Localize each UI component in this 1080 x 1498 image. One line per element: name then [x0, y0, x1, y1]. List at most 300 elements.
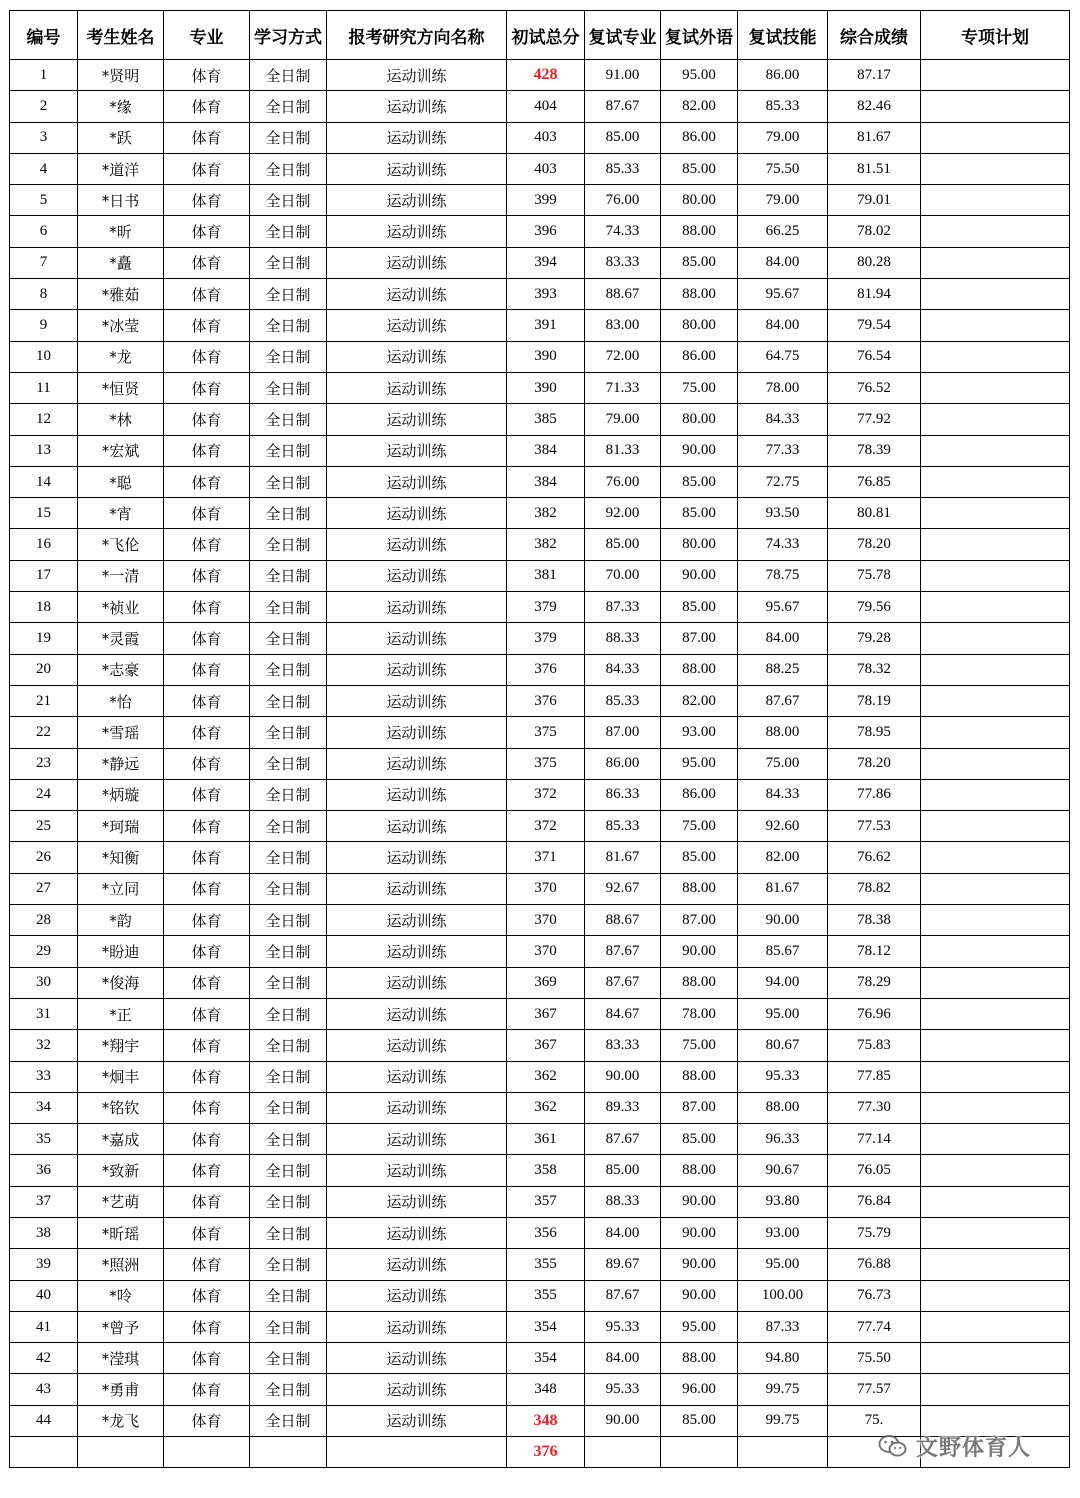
index-cell: 25 [10, 811, 78, 842]
study-mode-cell: 全日制 [250, 1030, 327, 1061]
name-cell: *俊海 [78, 967, 164, 998]
initial-total-cell: 358 [507, 1155, 585, 1186]
retest-skill-cell: 80.67 [738, 1030, 828, 1061]
major-cell: 体育 [164, 122, 250, 153]
major-cell: 体育 [164, 1217, 250, 1248]
direction-cell: 运动训练 [327, 153, 507, 184]
retest-language-cell: 90.00 [661, 1249, 738, 1280]
initial-total-cell: 390 [507, 372, 585, 403]
table-row [10, 404, 1070, 435]
table-row [10, 654, 1070, 685]
initial-total-cell: 375 [507, 717, 585, 748]
direction-cell: 运动训练 [327, 1217, 507, 1248]
initial-total-cell: 399 [507, 185, 585, 216]
overall-cell: 79.28 [828, 623, 921, 654]
retest-language-cell: 78.00 [661, 998, 738, 1029]
name-cell: *盼迪 [78, 936, 164, 967]
index-cell: 13 [10, 435, 78, 466]
initial-total-cell: 403 [507, 153, 585, 184]
retest-language-cell: 88.00 [661, 654, 738, 685]
retest-major-cell: 86.00 [585, 748, 661, 779]
retest-skill-cell: 94.80 [738, 1343, 828, 1374]
special-plan-cell [921, 529, 1070, 560]
overall-cell: 78.02 [828, 216, 921, 247]
table-row [10, 1311, 1070, 1342]
summary-cell [78, 1437, 164, 1468]
special-plan-cell [921, 91, 1070, 122]
retest-major-cell: 83.00 [585, 310, 661, 341]
direction-cell: 运动训练 [327, 842, 507, 873]
special-plan-cell [921, 404, 1070, 435]
table-row [10, 842, 1070, 873]
summary-cell [327, 1437, 507, 1468]
direction-cell: 运动训练 [327, 1092, 507, 1123]
retest-skill-cell: 93.50 [738, 498, 828, 529]
overall-cell: 77.74 [828, 1311, 921, 1342]
initial-total-cell: 390 [507, 341, 585, 372]
retest-major-cell: 88.67 [585, 905, 661, 936]
retest-language-cell: 93.00 [661, 717, 738, 748]
name-cell: *一清 [78, 560, 164, 591]
index-cell: 40 [10, 1280, 78, 1311]
index-cell: 1 [10, 60, 78, 91]
index-cell: 7 [10, 247, 78, 278]
header-retest-major: 复试专业 [585, 11, 661, 60]
name-cell: *勇甫 [78, 1374, 164, 1405]
overall-cell: 75.83 [828, 1030, 921, 1061]
major-cell: 体育 [164, 654, 250, 685]
direction-cell: 运动训练 [327, 247, 507, 278]
table-row [10, 247, 1070, 278]
major-cell: 体育 [164, 372, 250, 403]
major-cell: 体育 [164, 247, 250, 278]
retest-language-cell: 90.00 [661, 560, 738, 591]
table-row [10, 1061, 1070, 1092]
retest-language-cell: 82.00 [661, 91, 738, 122]
table-row [10, 967, 1070, 998]
major-cell: 体育 [164, 560, 250, 591]
index-cell: 5 [10, 185, 78, 216]
index-cell: 23 [10, 748, 78, 779]
retest-language-cell: 90.00 [661, 1186, 738, 1217]
retest-major-cell: 95.33 [585, 1374, 661, 1405]
name-cell: *怡 [78, 685, 164, 716]
special-plan-cell [921, 905, 1070, 936]
name-cell: *矗 [78, 247, 164, 278]
special-plan-cell [921, 1311, 1070, 1342]
special-plan-cell [921, 936, 1070, 967]
overall-cell: 79.54 [828, 310, 921, 341]
overall-cell: 77.14 [828, 1124, 921, 1155]
initial-total-cell: 361 [507, 1124, 585, 1155]
special-plan-cell [921, 1061, 1070, 1092]
index-cell: 17 [10, 560, 78, 591]
study-mode-cell: 全日制 [250, 1061, 327, 1092]
table-row [10, 905, 1070, 936]
table-row [10, 341, 1070, 372]
header-retest-language: 复试外语 [661, 11, 738, 60]
major-cell: 体育 [164, 717, 250, 748]
retest-skill-cell: 81.67 [738, 873, 828, 904]
overall-cell: 75.50 [828, 1343, 921, 1374]
study-mode-cell: 全日制 [250, 1280, 327, 1311]
direction-cell: 运动训练 [327, 1186, 507, 1217]
special-plan-cell [921, 1124, 1070, 1155]
overall-cell: 79.56 [828, 592, 921, 623]
retest-language-cell: 80.00 [661, 185, 738, 216]
summary-cell [250, 1437, 327, 1468]
major-cell: 体育 [164, 404, 250, 435]
retest-language-cell: 95.00 [661, 1311, 738, 1342]
major-cell: 体育 [164, 1030, 250, 1061]
major-cell: 体育 [164, 998, 250, 1029]
study-mode-cell: 全日制 [250, 873, 327, 904]
retest-language-cell: 85.00 [661, 1405, 738, 1436]
retest-skill-cell: 84.00 [738, 623, 828, 654]
direction-cell: 运动训练 [327, 998, 507, 1029]
retest-language-cell: 90.00 [661, 435, 738, 466]
special-plan-cell [921, 122, 1070, 153]
retest-major-cell: 76.00 [585, 466, 661, 497]
retest-language-cell: 85.00 [661, 592, 738, 623]
overall-cell: 76.88 [828, 1249, 921, 1280]
special-plan-cell [921, 341, 1070, 372]
overall-cell: 77.92 [828, 404, 921, 435]
name-cell: *致新 [78, 1155, 164, 1186]
major-cell: 体育 [164, 623, 250, 654]
direction-cell: 运动训练 [327, 310, 507, 341]
direction-cell: 运动训练 [327, 1155, 507, 1186]
direction-cell: 运动训练 [327, 185, 507, 216]
retest-major-cell: 88.67 [585, 279, 661, 310]
initial-total-cell: 362 [507, 1092, 585, 1123]
study-mode-cell: 全日制 [250, 153, 327, 184]
study-mode-cell: 全日制 [250, 936, 327, 967]
special-plan-cell [921, 216, 1070, 247]
study-mode-cell: 全日制 [250, 498, 327, 529]
name-cell: *缘 [78, 91, 164, 122]
major-cell: 体育 [164, 1061, 250, 1092]
direction-cell: 运动训练 [327, 811, 507, 842]
major-cell: 体育 [164, 435, 250, 466]
name-cell: *照洲 [78, 1249, 164, 1280]
name-cell: *炯丰 [78, 1061, 164, 1092]
major-cell: 体育 [164, 1405, 250, 1436]
initial-total-cell: 394 [507, 247, 585, 278]
special-plan-cell [921, 748, 1070, 779]
initial-total-cell: 393 [507, 279, 585, 310]
major-cell: 体育 [164, 1249, 250, 1280]
retest-language-cell: 88.00 [661, 1155, 738, 1186]
index-cell: 16 [10, 529, 78, 560]
overall-cell: 80.81 [828, 498, 921, 529]
retest-skill-cell: 100.00 [738, 1280, 828, 1311]
initial-total-cell: 369 [507, 967, 585, 998]
retest-major-cell: 72.00 [585, 341, 661, 372]
table-row [10, 1374, 1070, 1405]
overall-cell: 75.78 [828, 560, 921, 591]
name-cell: *龙 [78, 341, 164, 372]
table-row [10, 372, 1070, 403]
table-row [10, 1217, 1070, 1248]
name-cell: *韵 [78, 905, 164, 936]
overall-cell: 77.53 [828, 811, 921, 842]
summary-cell [585, 1437, 661, 1468]
direction-cell: 运动训练 [327, 1124, 507, 1155]
retest-language-cell: 75.00 [661, 1030, 738, 1061]
retest-language-cell: 82.00 [661, 685, 738, 716]
retest-skill-cell: 84.33 [738, 779, 828, 810]
retest-major-cell: 85.33 [585, 153, 661, 184]
special-plan-cell [921, 998, 1070, 1029]
major-cell: 体育 [164, 1186, 250, 1217]
index-cell: 21 [10, 685, 78, 716]
retest-major-cell: 87.67 [585, 936, 661, 967]
table-row [10, 91, 1070, 122]
direction-cell: 运动训练 [327, 1249, 507, 1280]
initial-total-cell: 371 [507, 842, 585, 873]
major-cell: 体育 [164, 529, 250, 560]
index-cell: 31 [10, 998, 78, 1029]
retest-major-cell: 87.67 [585, 1124, 661, 1155]
special-plan-cell [921, 185, 1070, 216]
retest-major-cell: 92.00 [585, 498, 661, 529]
retest-language-cell: 96.00 [661, 1374, 738, 1405]
header-overall: 综合成绩 [828, 11, 921, 60]
table-row [10, 560, 1070, 591]
index-cell: 10 [10, 341, 78, 372]
index-cell: 32 [10, 1030, 78, 1061]
header-name: 考生姓名 [78, 11, 164, 60]
retest-language-cell: 80.00 [661, 529, 738, 560]
major-cell: 体育 [164, 1124, 250, 1155]
name-cell: *贤明 [78, 60, 164, 91]
retest-language-cell: 95.00 [661, 748, 738, 779]
index-cell: 20 [10, 654, 78, 685]
name-cell: *雅茹 [78, 279, 164, 310]
name-cell: *滢琪 [78, 1343, 164, 1374]
retest-language-cell: 80.00 [661, 310, 738, 341]
initial-total-cell: 382 [507, 529, 585, 560]
table-row [10, 748, 1070, 779]
direction-cell: 运动训练 [327, 1030, 507, 1061]
retest-skill-cell: 93.80 [738, 1186, 828, 1217]
retest-skill-cell: 93.00 [738, 1217, 828, 1248]
retest-skill-cell: 90.00 [738, 905, 828, 936]
overall-cell: 81.67 [828, 122, 921, 153]
retest-skill-cell: 84.33 [738, 404, 828, 435]
retest-language-cell: 80.00 [661, 404, 738, 435]
initial-total-cell: 354 [507, 1343, 585, 1374]
special-plan-cell [921, 1092, 1070, 1123]
retest-language-cell: 90.00 [661, 1217, 738, 1248]
special-plan-cell [921, 1280, 1070, 1311]
retest-skill-cell: 94.00 [738, 967, 828, 998]
name-cell: *日书 [78, 185, 164, 216]
direction-cell: 运动训练 [327, 967, 507, 998]
name-cell: *跃 [78, 122, 164, 153]
study-mode-cell: 全日制 [250, 1186, 327, 1217]
overall-cell: 78.39 [828, 435, 921, 466]
summary-cell [738, 1437, 828, 1468]
overall-cell: 78.20 [828, 529, 921, 560]
name-cell: *珂瑞 [78, 811, 164, 842]
retest-skill-cell: 87.67 [738, 685, 828, 716]
watermark-text: 文野体育人 [916, 1435, 1032, 1461]
major-cell: 体育 [164, 779, 250, 810]
retest-major-cell: 86.33 [585, 779, 661, 810]
index-cell: 11 [10, 372, 78, 403]
initial-total-cell: 370 [507, 936, 585, 967]
study-mode-cell: 全日制 [250, 1374, 327, 1405]
special-plan-cell [921, 717, 1070, 748]
overall-cell: 75.79 [828, 1217, 921, 1248]
special-plan-cell [921, 779, 1070, 810]
table-row [10, 185, 1070, 216]
index-cell: 9 [10, 310, 78, 341]
overall-cell: 76.96 [828, 998, 921, 1029]
major-cell: 体育 [164, 748, 250, 779]
study-mode-cell: 全日制 [250, 842, 327, 873]
name-cell: *灵霞 [78, 623, 164, 654]
index-cell: 29 [10, 936, 78, 967]
overall-cell: 78.19 [828, 685, 921, 716]
major-cell: 体育 [164, 279, 250, 310]
overall-cell: 81.94 [828, 279, 921, 310]
header-study-mode: 学习方式 [250, 11, 327, 60]
initial-total-cell: 384 [507, 466, 585, 497]
initial-total-cell: 367 [507, 1030, 585, 1061]
index-cell: 26 [10, 842, 78, 873]
study-mode-cell: 全日制 [250, 967, 327, 998]
retest-language-cell: 75.00 [661, 811, 738, 842]
study-mode-cell: 全日制 [250, 185, 327, 216]
direction-cell: 运动训练 [327, 1311, 507, 1342]
study-mode-cell: 全日制 [250, 905, 327, 936]
name-cell: *正 [78, 998, 164, 1029]
initial-total-cell: 384 [507, 435, 585, 466]
initial-total-cell: 370 [507, 873, 585, 904]
initial-total-cell: 379 [507, 623, 585, 654]
initial-total-cell: 372 [507, 811, 585, 842]
overall-cell: 77.86 [828, 779, 921, 810]
table-row [10, 1343, 1070, 1374]
direction-cell: 运动训练 [327, 592, 507, 623]
direction-cell: 运动训练 [327, 748, 507, 779]
retest-language-cell: 86.00 [661, 122, 738, 153]
study-mode-cell: 全日制 [250, 216, 327, 247]
summary-cell [164, 1437, 250, 1468]
name-cell: *炳璇 [78, 779, 164, 810]
retest-skill-cell: 82.00 [738, 842, 828, 873]
retest-language-cell: 88.00 [661, 1061, 738, 1092]
major-cell: 体育 [164, 592, 250, 623]
retest-language-cell: 90.00 [661, 1280, 738, 1311]
table-row [10, 122, 1070, 153]
study-mode-cell: 全日制 [250, 779, 327, 810]
direction-cell: 运动训练 [327, 341, 507, 372]
major-cell: 体育 [164, 1280, 250, 1311]
name-cell: *道洋 [78, 153, 164, 184]
major-cell: 体育 [164, 1311, 250, 1342]
table-row [10, 1249, 1070, 1280]
index-cell: 19 [10, 623, 78, 654]
retest-major-cell: 90.00 [585, 1405, 661, 1436]
special-plan-cell [921, 560, 1070, 591]
table-row [10, 466, 1070, 497]
retest-language-cell: 85.00 [661, 466, 738, 497]
study-mode-cell: 全日制 [250, 560, 327, 591]
header-direction: 报考研究方向名称 [327, 11, 507, 60]
special-plan-cell [921, 247, 1070, 278]
index-cell: 41 [10, 1311, 78, 1342]
index-cell: 34 [10, 1092, 78, 1123]
index-cell: 15 [10, 498, 78, 529]
direction-cell: 运动训练 [327, 372, 507, 403]
overall-cell: 78.95 [828, 717, 921, 748]
index-cell: 22 [10, 717, 78, 748]
table-row [10, 153, 1070, 184]
initial-total-cell: 348 [507, 1374, 585, 1405]
special-plan-cell [921, 842, 1070, 873]
direction-cell: 运动训练 [327, 936, 507, 967]
direction-cell: 运动训练 [327, 279, 507, 310]
overall-cell: 76.52 [828, 372, 921, 403]
initial-total-cell: 396 [507, 216, 585, 247]
retest-major-cell: 71.33 [585, 372, 661, 403]
direction-cell: 运动训练 [327, 717, 507, 748]
study-mode-cell: 全日制 [250, 279, 327, 310]
name-cell: *静远 [78, 748, 164, 779]
table-row [10, 1030, 1070, 1061]
initial-total-cell: 379 [507, 592, 585, 623]
table-row [10, 779, 1070, 810]
name-cell: *龙飞 [78, 1405, 164, 1436]
retest-major-cell: 90.00 [585, 1061, 661, 1092]
retest-major-cell: 87.33 [585, 592, 661, 623]
initial-total-cell: 367 [507, 998, 585, 1029]
retest-major-cell: 87.67 [585, 1280, 661, 1311]
name-cell: *铭钦 [78, 1092, 164, 1123]
overall-cell: 77.30 [828, 1092, 921, 1123]
retest-skill-cell: 72.75 [738, 466, 828, 497]
table-row [10, 592, 1070, 623]
study-mode-cell: 全日制 [250, 1405, 327, 1436]
direction-cell: 运动训练 [327, 91, 507, 122]
retest-skill-cell: 85.33 [738, 91, 828, 122]
retest-skill-cell: 99.75 [738, 1374, 828, 1405]
direction-cell: 运动训练 [327, 498, 507, 529]
retest-skill-cell: 95.00 [738, 1249, 828, 1280]
special-plan-cell [921, 623, 1070, 654]
direction-cell: 运动训练 [327, 654, 507, 685]
major-cell: 体育 [164, 1155, 250, 1186]
retest-skill-cell: 79.00 [738, 185, 828, 216]
initial-total-cell: 404 [507, 91, 585, 122]
overall-cell: 87.17 [828, 60, 921, 91]
special-plan-cell [921, 873, 1070, 904]
overall-cell: 81.51 [828, 153, 921, 184]
study-mode-cell: 全日制 [250, 1092, 327, 1123]
table-row [10, 873, 1070, 904]
overall-cell: 76.62 [828, 842, 921, 873]
retest-major-cell: 89.33 [585, 1092, 661, 1123]
direction-cell: 运动训练 [327, 779, 507, 810]
retest-major-cell: 84.00 [585, 1343, 661, 1374]
retest-skill-cell: 92.60 [738, 811, 828, 842]
table-body [10, 60, 1070, 1468]
name-cell: *呤 [78, 1280, 164, 1311]
